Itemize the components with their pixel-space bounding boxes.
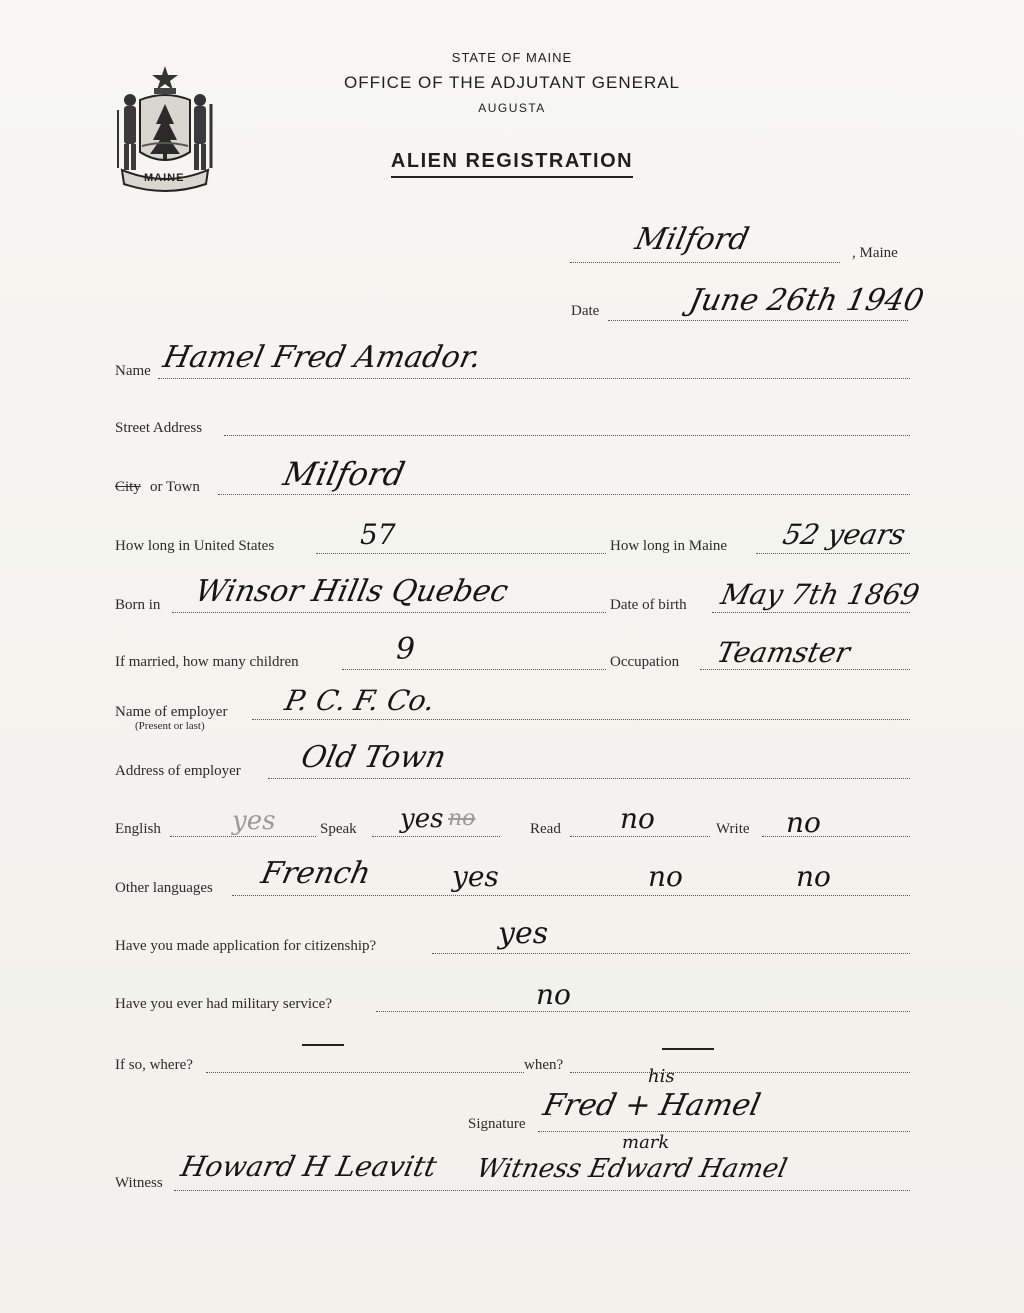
date-of-birth-value: May 7th 1869 [718, 578, 923, 611]
how-long-maine-value: 52 years [780, 518, 909, 551]
witness-value-2: Witness Edward Hamel [474, 1154, 790, 1184]
employer-address-label: Address of employer [115, 763, 241, 779]
employer-sublabel: (Present or last) [135, 720, 205, 732]
signature-label: Signature [468, 1116, 526, 1132]
speak-label: Speak [320, 821, 357, 837]
when-dash [662, 1048, 714, 1050]
write-label: Write [716, 821, 750, 837]
write-value: no [786, 806, 821, 839]
employer-address-line [268, 778, 910, 779]
how-long-maine-label: How long in Maine [610, 538, 728, 554]
english-line [170, 836, 316, 837]
place-suffix: , Maine [852, 245, 898, 261]
speak-line [372, 836, 500, 837]
speak-value: yes [400, 804, 444, 834]
witness-line [174, 1190, 910, 1191]
signature-value: Fred + Hamel [540, 1088, 764, 1123]
city-heading: AUGUSTA [478, 101, 546, 115]
town-value: Milford [280, 455, 409, 493]
children-line [342, 669, 606, 670]
when-line [570, 1072, 910, 1073]
how-long-maine-line [756, 553, 910, 554]
other-languages-label: Other languages [115, 880, 213, 896]
other-languages-speak: yes [452, 860, 499, 893]
occupation-line [700, 669, 910, 670]
witness-label: Witness [115, 1175, 163, 1191]
other-languages-value: French [258, 856, 374, 891]
where-label: If so, where? [115, 1057, 193, 1073]
citizenship-line [432, 953, 910, 954]
place-line [570, 262, 840, 263]
military-value: no [536, 978, 571, 1011]
read-line [570, 836, 710, 837]
where-dash [302, 1044, 344, 1046]
street-address-label: Street Address [115, 420, 203, 436]
read-value: no [620, 802, 655, 835]
write-line [762, 836, 910, 837]
children-label: If married, how many children [115, 654, 299, 670]
signature-his: his [648, 1066, 675, 1087]
other-languages-line [232, 895, 910, 896]
how-long-us-value: 57 [360, 518, 396, 551]
how-long-us-line [316, 553, 606, 554]
employer-line [252, 719, 910, 720]
name-label: Name [115, 363, 151, 379]
occupation-label: Occupation [610, 654, 680, 670]
date-value: June 26th 1940 [686, 283, 927, 318]
speak-struck-value: no [448, 806, 476, 831]
form-title: ALIEN REGISTRATION [0, 150, 1024, 173]
signature-line [538, 1131, 910, 1132]
name-value: Hamel Fred Amador. [160, 340, 485, 375]
how-long-us-label: How long in United States [115, 538, 275, 554]
date-label: Date [571, 303, 600, 319]
seal-banner-text: MAINE [144, 172, 185, 184]
citizenship-label: Have you made application for citizenship? [115, 938, 377, 954]
office-heading: OFFICE OF THE ADJUTANT GENERAL [343, 73, 681, 92]
town-line [218, 494, 910, 495]
occupation-value: Teamster [714, 636, 853, 669]
other-languages-read: no [648, 860, 683, 893]
military-line [376, 1011, 910, 1012]
date-of-birth-label: Date of birth [610, 597, 687, 613]
employer-value: P. C. F. Co. [282, 684, 438, 717]
english-label: English [115, 821, 161, 837]
employer-label: Name of employer [115, 704, 228, 720]
state-heading: STATE OF MAINE [451, 50, 573, 65]
town-label: or Town [150, 479, 200, 495]
when-label: when? [524, 1057, 564, 1073]
born-in-line [172, 612, 606, 613]
military-label: Have you ever had military service? [115, 996, 332, 1012]
citizenship-value: yes [498, 916, 549, 951]
born-in-label: Born in [115, 597, 161, 613]
date-of-birth-line [712, 612, 910, 613]
date-line [608, 320, 908, 321]
born-in-value: Winsor Hills Quebec [192, 574, 512, 609]
city-label-struck: City [115, 479, 141, 495]
name-line [158, 378, 910, 379]
english-value: yes [232, 806, 276, 836]
children-value: 9 [396, 632, 416, 667]
street-address-line [224, 435, 910, 436]
employer-address-value: Old Town [298, 740, 450, 775]
witness-value-1: Howard H Leavitt [178, 1150, 440, 1183]
place-value: Milford [632, 222, 753, 257]
signature-mark: mark [622, 1132, 670, 1153]
read-label: Read [530, 821, 561, 837]
where-line [206, 1072, 524, 1073]
other-languages-write: no [796, 860, 831, 893]
